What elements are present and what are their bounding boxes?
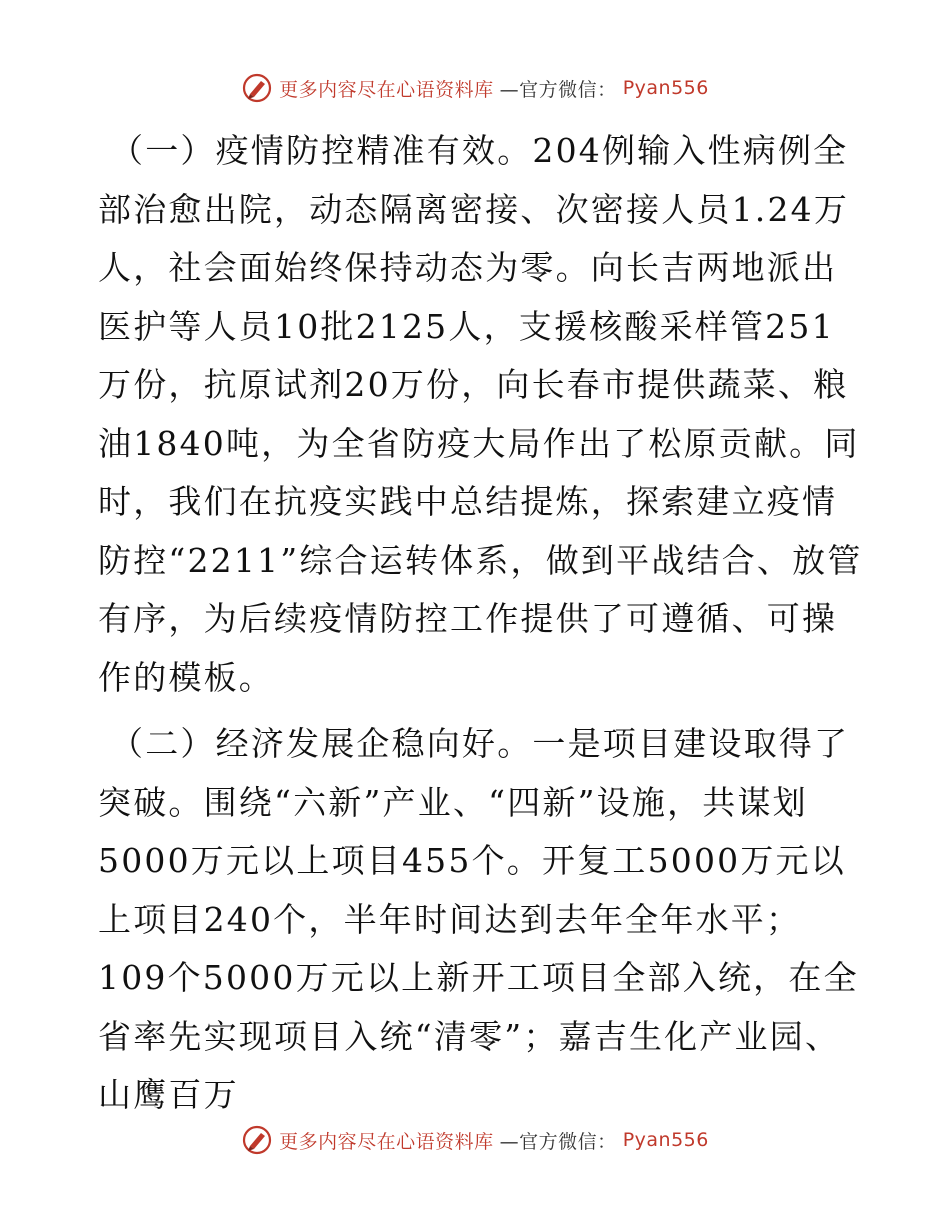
paragraph-epidemic-control: （一）疫情防控精准有效。204例输入性病例全部治愈出院，动态隔离密接、次密接人员1.24万人，社会面始终保持动态为零。向长吉两地派出医护等人员10批2125人，支援核酸采样管251万份，抗原试剂20万份，向长春市提供蔬菜、粮油1840吨，为全省防疫大局作出了松原贡献。同时，我们在抗疫实践中总结提炼，探索建立疫情防控“2211”综合运转体系，做到平战结合、放管有序，为后续疫情防控工作提供了可遵循、可操作的模板。 [98, 131, 863, 697]
paragraph-economic-development: （二）经济发展企稳向好。一是项目建设取得了突破。围绕“六新”产业、“四新”设施，共谋划5000万元以上项目455个。开复工5000万元以上项目240个，半年时间达到去年全年水平；109个5000万元以上新开工项目全部入统，在全省率先实现项目入统“清零”；嘉吉生化产业园、山鹰百万 [98, 724, 859, 1114]
watermark-sub-text: —官方微信： [499, 78, 617, 101]
watermark-main-text: 更多内容尽在心语资料库 [279, 1130, 494, 1153]
watermark-main-text: 更多内容尽在心语资料库 [279, 78, 494, 101]
header-watermark [0, 72, 950, 104]
watermark-sub-text: —官方微信： [499, 1130, 617, 1153]
watermark-id-text: Pyan556 [622, 1129, 709, 1151]
footer-watermark [0, 1124, 950, 1156]
watermark-id-text: Pyan556 [622, 77, 709, 99]
pen-logo-icon [241, 72, 273, 104]
document-body [98, 122, 868, 1125]
pen-logo-icon [241, 1124, 273, 1156]
